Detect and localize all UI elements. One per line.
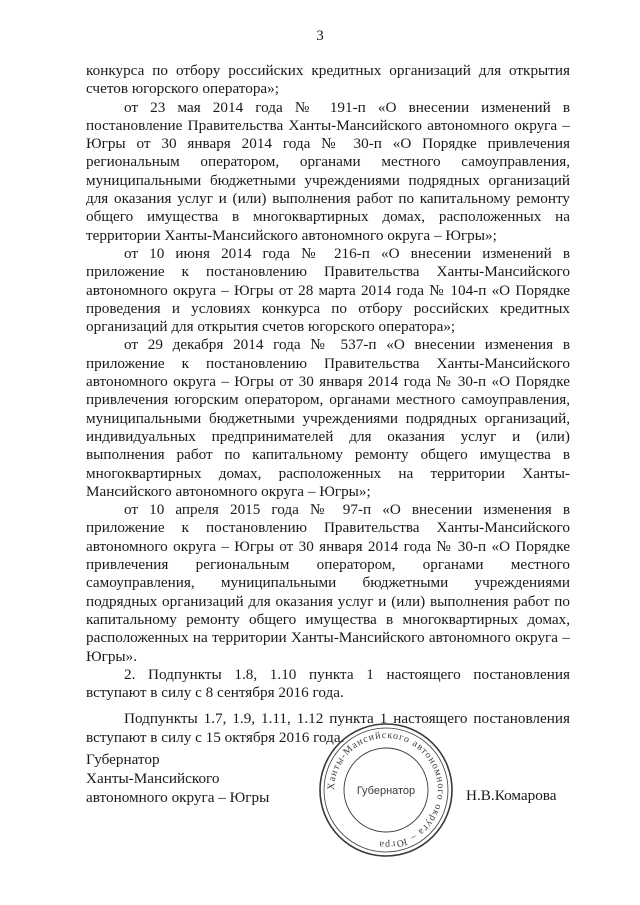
seal-graphic — [316, 720, 456, 860]
signature-title-line: Губернатор — [86, 751, 160, 768]
seal-ring-text: Ханты-Мансийского автономного округа – Югра — [325, 729, 447, 851]
signer-name: Н.В.Комарова — [466, 787, 557, 804]
paragraph: Подпункты 1.7, 1.9, 1.11, 1.12 пункта 1 настоящего постановления вступают в силу с 15 октября 2016 года. — [86, 710, 570, 746]
paragraph: от 23 мая 2014 года № 191-п «О внесении изменений в постановление Правительства Ханты-Мансийского автономного округа – Югры от 30 января 2014 года № 30-п «О Порядке привлечения региональным оператором, органами местного самоуправления, муниципальными бюджетными учреждениями подрядных организаций для оказания услуг и (или) выполнения работ по капитальному ремонту общего имущества в многоквартирных домах, расположенных на территории Ханты-Мансийского автономного округа – Югры»; — [86, 98, 570, 244]
signature-title-line: автономного округа – Югры — [86, 789, 270, 806]
signature-title-line: Ханты-Мансийского — [86, 770, 220, 787]
page-number: 3 — [316, 28, 324, 44]
paragraph: конкурса по отбору российских кредитных организаций для открытия счетов югорского оператора»; — [86, 62, 570, 98]
signature-block — [86, 750, 269, 807]
official-seal — [316, 720, 456, 860]
paragraph: 2. Подпункты 1.8, 1.10 пункта 1 настоящего постановления вступают в силу с 8 сентября 2016 года. — [86, 665, 570, 702]
seal-center-text: Губернатор — [356, 785, 416, 797]
paragraph: от 10 июня 2014 года № 216-п «О внесении изменений в приложение к постановлению Правительства Ханты-Мансийского автономного округа – Югры от 28 марта 2014 года № 104-п «О Порядке проведения и условиях конкурса по отбору российских кредитных организаций для открытия счетов югорского оператора»; — [86, 244, 570, 336]
document-body — [86, 62, 570, 747]
paragraph: от 10 апреля 2015 года № 97-п «О внесении изменения в приложение к постановлению Правительства Ханты-Мансийского автономного округа – Югры от 30 января 2014 года № 30-п «О Порядке привлечения региональным оператором, органами местного самоуправления, муниципальными бюджетными учреждениями подрядных организаций для оказания услуг и (или) выполнения работ по капитальному ремонту общего имущества в многоквартирных домах, расположенных на территории Ханты-Мансийского автономного округа – Югры». — [86, 501, 570, 665]
paragraph: от 29 декабря 2014 года № 537-п «О внесении изменения в приложение к постановлению Правительства Ханты-Мансийского автономного округа – Югры от 30 января 2014 года № 30-п «О Порядке привлечения югорским оператором, органами местного самоуправления, муниципальными бюджетными учреждениями подрядных организаций, индивидуальных предпринимателей для оказания услуг и (или) выполнения работ по капитальному ремонту общего имущества в многоквартирных домах, расположенных на территории Ханты-Мансийского автономного округа – Югры»; — [86, 336, 570, 500]
